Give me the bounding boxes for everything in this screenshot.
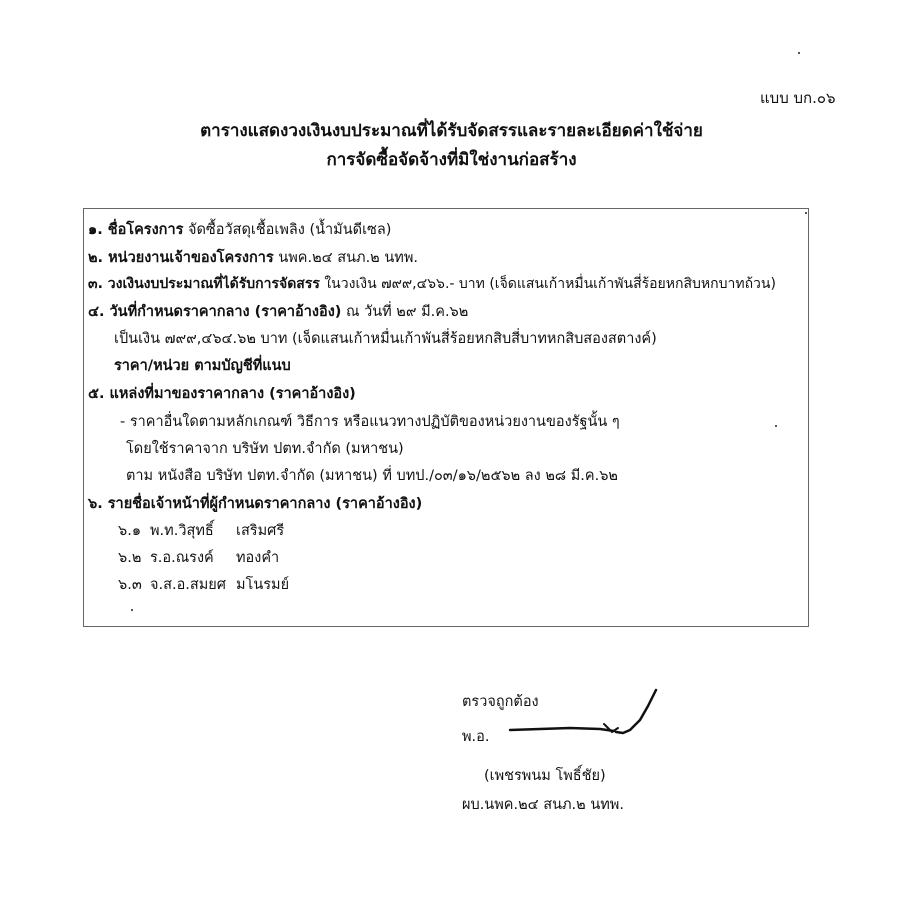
- scan-speck: [775, 425, 777, 427]
- signer-name: (เพชรพนม โพธิ์ชัย): [484, 768, 606, 784]
- item-2-label: ๒. หน่วยงานเจ้าของโครงการ: [88, 250, 274, 266]
- officer-surname: ทองคำ: [236, 550, 280, 566]
- officer-row: [118, 546, 280, 569]
- officer-surname: เสริมศรี: [236, 523, 285, 539]
- handwritten-signature: [500, 684, 670, 744]
- item-4-unit-price: ราคา/หน่วย ตามบัญชีที่แนบ: [114, 358, 291, 374]
- form-code: แบบ บก.๐๖: [760, 89, 836, 107]
- item-4-amount: เป็นเงิน ๗๙๙,๔๖๔.๖๒ บาท (เจ็ดแสนเก้าหมื่นเก้าพันสี่ร้อยหกสิบสี่บาทหกสิบสองสตางค์): [114, 331, 657, 347]
- item-1: [88, 218, 391, 241]
- scan-speck: [798, 52, 800, 54]
- item-3-value: ในวงเงิน ๗๙๙,๔๖๖.- บาท (เจ็ดแสนเก้าหมื่นเก้าพันสี่ร้อยหกสิบหกบาทถ้วน): [319, 276, 776, 292]
- officer-row: [118, 573, 290, 596]
- scan-speck: [805, 212, 807, 214]
- item-3-label: ๓. วงเงินงบประมาณที่ได้รับการจัดสรร: [88, 276, 320, 292]
- item-3: [88, 273, 776, 295]
- officer-name: จ.ส.อ.สมยศ: [150, 577, 226, 593]
- item-1-label: ๑. ชื่อโครงการ: [88, 222, 184, 238]
- signer-position: ผบ.นพค.๒๔ สนภ.๒ นทพ.: [462, 797, 624, 813]
- officer-number: ๖.๑: [118, 523, 142, 539]
- item-6-label: ๖. รายชื่อเจ้าหน้าที่ผู้กำหนดราคากลาง (ราคาอ้างอิง): [88, 496, 423, 512]
- officer-name: พ.ท.วิสุทธิ์: [150, 523, 214, 539]
- officer-number: ๖.๓: [118, 577, 142, 593]
- item-4-label: ๔. วันที่กำหนดราคากลาง (ราคาอ้างอิง): [88, 304, 342, 320]
- item-2: [88, 246, 418, 269]
- item-5-line-1: - ราคาอื่นใดตามหลักเกณฑ์ วิธีการ หรือแนวทางปฏิบัติของหน่วยงานของรัฐนั้น ๆ: [120, 414, 620, 430]
- officer-name: ร.อ.ณรงค์: [150, 550, 214, 566]
- item-5-line-2: โดยใช้ราคาจาก บริษัท ปตท.จำกัด (มหาชน): [126, 441, 404, 457]
- item-4: [88, 300, 468, 323]
- signer-rank: พ.อ.: [462, 729, 490, 745]
- officer-surname: มโนรมย์: [236, 577, 290, 593]
- officer-number: ๖.๒: [118, 550, 142, 566]
- item-5-line-3: ตาม หนังสือ บริษัท ปตท.จำกัด (มหาชน) ที่ บทป./๐๓/๑๖/๒๕๖๒ ลง ๒๘ มี.ค.๖๒: [126, 468, 618, 484]
- item-4-value: ณ วันที่ ๒๙ มี.ค.๖๒: [341, 304, 469, 320]
- document-title-line-2: การจัดซื้อจัดจ้างที่มิใช่งานก่อสร้าง: [326, 150, 577, 170]
- scan-speck: [131, 609, 133, 611]
- item-2-value: นพค.๒๔ สนภ.๒ นทพ.: [273, 250, 418, 266]
- verified-label: ตรวจถูกต้อง: [462, 694, 539, 710]
- item-1-value: จัดซื้อวัสดุเชื้อเพลิง (น้ำมันดีเซล): [183, 222, 392, 238]
- document-title-line-1: ตารางแสดงวงเงินงบประมาณที่ได้รับจัดสรรและรายละเอียดค่าใช้จ่าย: [200, 121, 703, 141]
- officer-row: [118, 519, 285, 542]
- item-5-label: ๕. แหล่งที่มาของราคากลาง (ราคาอ้างอิง): [88, 386, 356, 402]
